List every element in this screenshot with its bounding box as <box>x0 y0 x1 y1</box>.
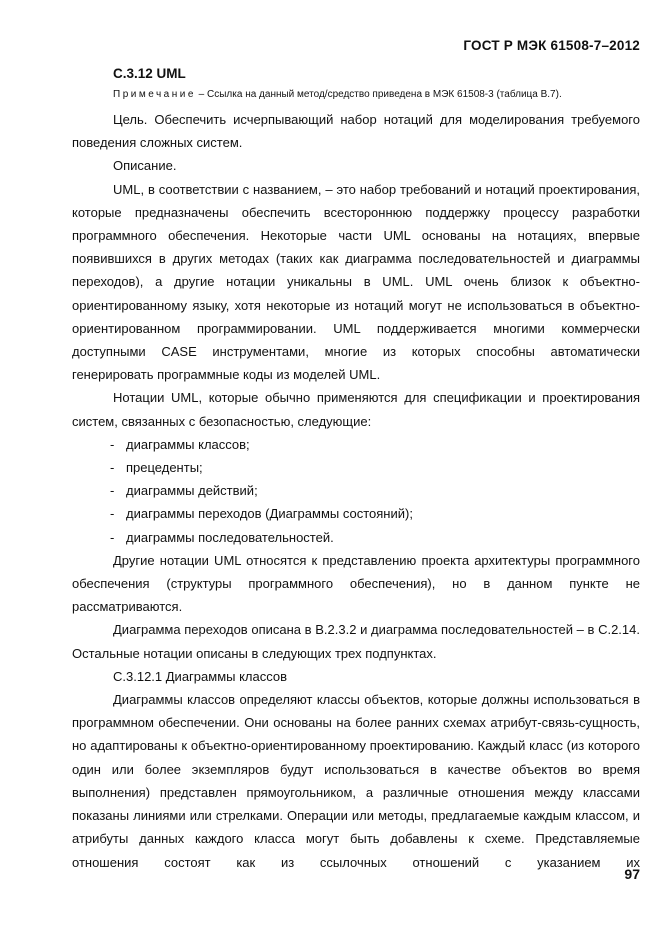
paragraph-class-diagrams: Диаграммы классов определяют классы объектов, которые должны использоваться в программном обеспечении. Они основаны на более ранних схемах атрибут-связь-сущность, но адаптированы к объектно-ориентированному проектированию. Каждый класс (из которого один или более экземпляров будут использоваться в качестве объектов во время выполнения) представлен прямоугольником, а различные отношения между классами показаны линиями или стрелками. Операции или методы, предлагаемые каждым классом, и атрибуты данных каждого класса могут быть добавлены к схеме. Представляемые отношения состоят как из ссылочных отношений с указанием их <box>72 692 640 870</box>
list-dash: - <box>110 506 115 522</box>
list-item-text: диаграммы действий; <box>126 483 258 499</box>
section-title: C.3.12 UML <box>113 66 186 81</box>
list-dash: - <box>110 529 115 545</box>
note-text: – Ссылка на данный метод/средство приведена в МЭК 61508-3 (таблица B.7). <box>195 89 562 100</box>
list-item <box>110 456 640 479</box>
note <box>113 89 643 100</box>
paragraph-other-notations: Другие нотации UML относятся к представлению проекта архитектуры программного обеспечения (структуры программного обеспечения), но в данном пункте не рассматриваются. <box>72 552 640 615</box>
list-item-text: диаграммы классов; <box>126 436 250 452</box>
list-item <box>110 479 640 502</box>
note-tag: Примечание <box>113 89 196 100</box>
page-number: 97 <box>624 866 640 882</box>
paragraph-purpose: Цель. Обеспечить исчерпывающий набор нотаций для моделирования требуемого поведения сложных систем. <box>72 112 640 151</box>
list-item-text: диаграммы последовательностей. <box>126 529 334 545</box>
list-dash: - <box>110 460 115 476</box>
paragraph-description-label: Описание. <box>113 158 177 174</box>
subsection-title: C.3.12.1 Диаграммы классов <box>113 668 288 684</box>
document-header: ГОСТ Р МЭК 61508-7–2012 <box>463 38 640 53</box>
list-dash: - <box>110 436 115 452</box>
list-item-text: прецеденты; <box>126 460 203 476</box>
paragraph-uml-notations: Нотации UML, которые обычно применяются для спецификации и проектирования систем, связанных с безопасностью, следующие: <box>72 390 640 429</box>
body-text <box>72 108 640 874</box>
list-item <box>110 526 640 549</box>
notation-list <box>72 433 640 549</box>
paragraph-references: Диаграмма переходов описана в B.2.3.2 и диаграмма последовательностей – в C.2.14. Остальные нотации описаны в следующих трех подпунктах. <box>72 622 640 661</box>
list-item <box>110 433 640 456</box>
paragraph-uml-description: UML, в соответствии с названием, – это набор требований и нотаций проектирования, которые предназначены обеспечить всестороннюю поддержку процессу разработки программного обеспечения. Некоторые части UML основаны на нотациях, впервые появившихся в других методах (таких как диаграмма последовательностей и диаграммы переходов), а другие нотации уникальны в UML. UML очень близок к объектно-ориентированному языку, хотя некоторые из нотаций могут не использоваться в объектно-ориентированном программировании. UML поддерживается многими коммерчески доступными CASE инструментами, многие из которых способны автоматически генерировать программные коды из моделей UML. <box>72 181 640 383</box>
list-item-text: диаграммы переходов (Диаграммы состояний); <box>126 506 413 522</box>
list-item <box>110 502 640 525</box>
list-dash: - <box>110 483 115 499</box>
